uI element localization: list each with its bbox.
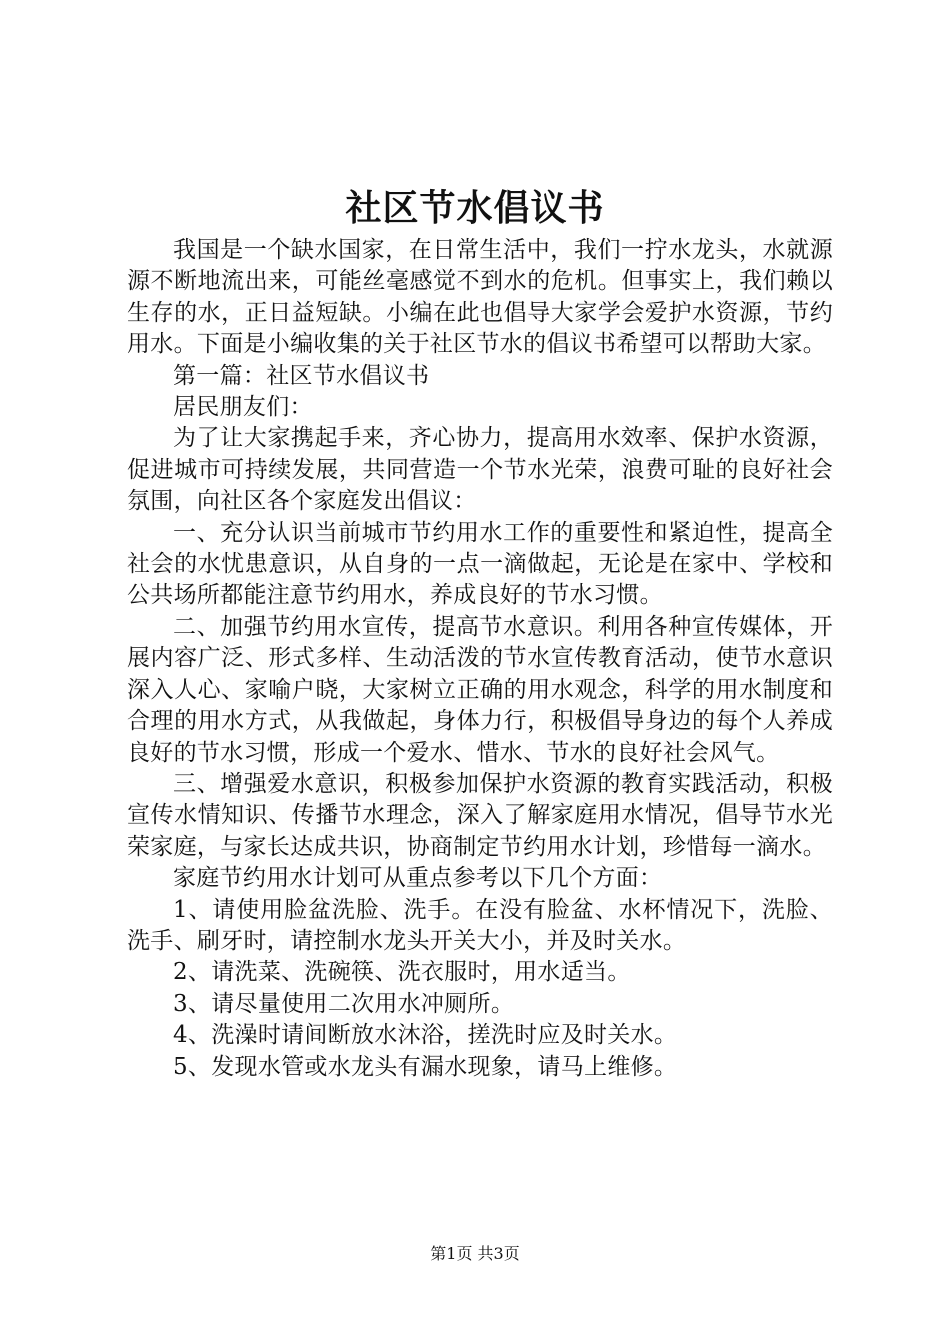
document-title: 社区节水倡议书 — [345, 187, 605, 229]
page-footer: 第1页 共3页 — [430, 1244, 520, 1263]
paragraph-point-1: 一、充分认识当前城市节约用水工作的重要性和紧迫性，提高全社会的水忧患意识，从自身的一点一滴做起，无论是在家中、学校和公共场所都能注意节约用水，养成良好的节水习惯。 — [127, 519, 833, 609]
paragraph-plan-item-3: 3、请尽量使用二次用水冲厕所。 — [173, 990, 515, 1017]
paragraph-plan-item-2: 2、请洗菜、洗碗筷、洗衣服时，用水适当。 — [173, 959, 631, 986]
paragraph-purpose: 为了让大家携起手来，齐心协力，提高用水效率、保护水资源，促进城市可持续发展，共同营造一个节水光荣，浪费可耻的良好社会氛围，向社区各个家庭发出倡议： — [127, 425, 833, 515]
paragraph-point-2: 二、加强节约用水宣传，提高节水意识。利用各种宣传媒体，开展内容广泛、形式多样、生动活泼的节水宣传教育活动，使节水意识深入人心、家喻户晓，大家树立正确的用水观念，科学的用水制度和合理的用水方式，从我做起，身体力行，积极倡导身边的每个人养成良好的节水习惯，形成一个爱水、惜水、节水的良好社会风气。 — [127, 613, 833, 766]
paragraph-point-3: 三、增强爱水意识，积极参加保护水资源的教育实践活动，积极宣传水情知识、传播节水理念，深入了解家庭用水情况，倡导节水光荣家庭，与家长达成共识，协商制定节约用水计划，珍惜每一滴水。 — [127, 770, 833, 860]
paragraph-plan-item-5: 5、发现水管或水龙头有漏水现象，请马上维修。 — [173, 1053, 678, 1080]
paragraph-plan-item-1: 1、请使用脸盆洗脸、洗手。在没有脸盆、水杯情况下，洗脸、洗手、刷牙时，请控制水龙头开关大小，并及时关水。 — [127, 896, 833, 954]
paragraph-intro: 我国是一个缺水国家，在日常生活中，我们一拧水龙头，水就源源不断地流出来，可能丝毫感觉不到水的危机。但事实上，我们赖以生存的水，正日益短缺。小编在此也倡导大家学会爱护水资源，节约用水。下面是小编收集的关于社区节水的倡议书希望可以帮助大家。 — [127, 237, 833, 358]
paragraph-salutation: 居民朋友们： — [173, 394, 313, 421]
paragraph-plan-intro: 家庭节约用水计划可从重点参考以下几个方面： — [173, 865, 663, 892]
paragraph-plan-item-4: 4、洗澡时请间断放水沐浴，搓洗时应及时关水。 — [173, 1022, 678, 1049]
paragraph-section-heading: 第一篇：社区节水倡议书 — [173, 362, 430, 389]
document-body — [127, 235, 833, 1083]
